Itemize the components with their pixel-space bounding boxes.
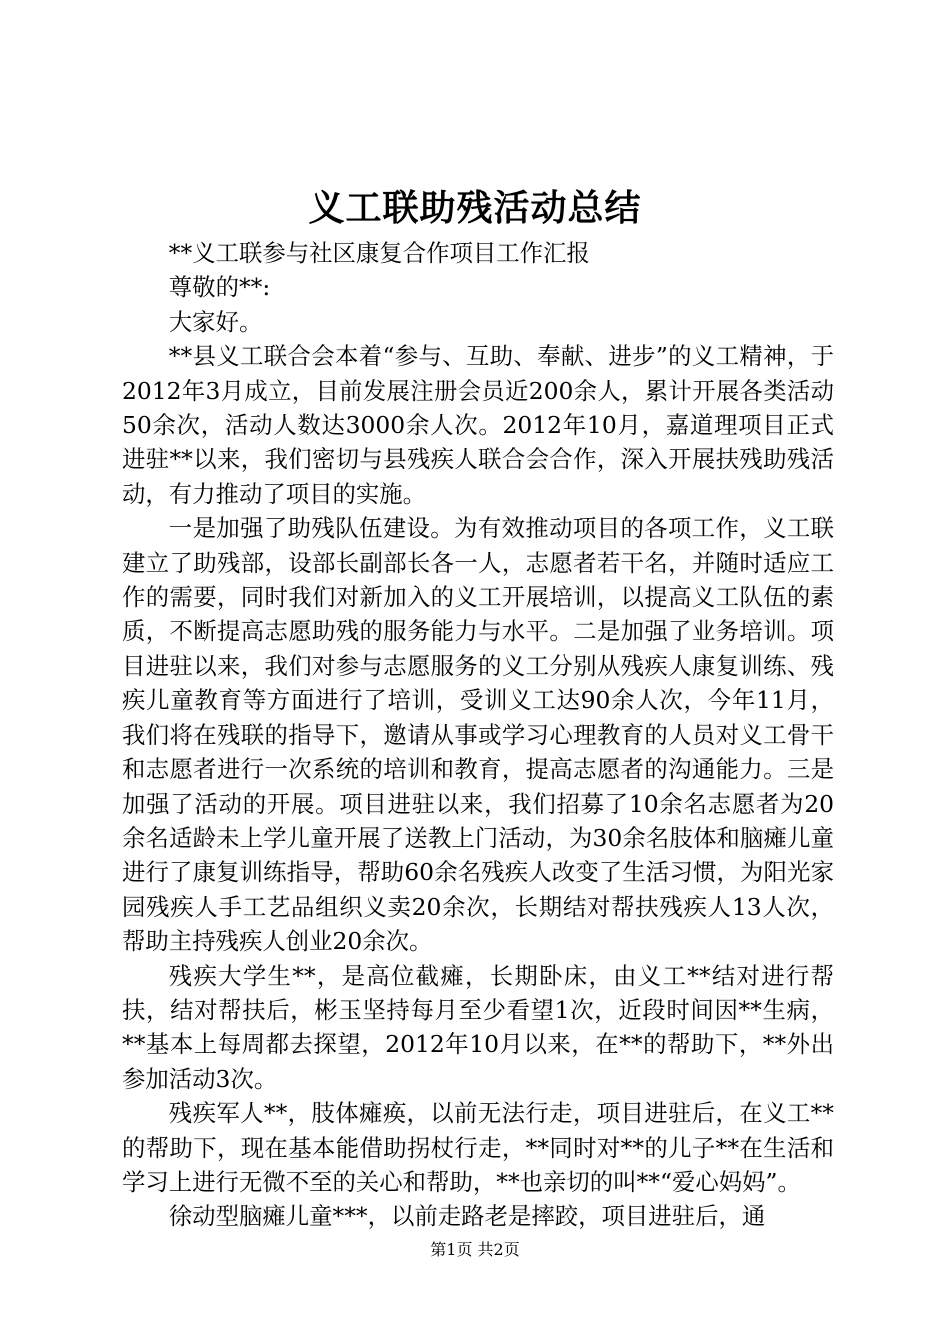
work-summary-paragraph: 一是加强了助残队伍建设。为有效推动项目的各项工作，义工联建立了助残部，设部长副部长各一人，志愿者若干名，并随时适应工作的需要，同时我们对新加入的义工开展培训，以提高义工队伍的素质，不断提高志愿助残的服务能力与水平。二是加强了业务培训。项目进驻以来，我们对参与志愿服务的义工分别从残疾人康复训练、残疾儿童教育等方面进行了培训，受训义工达90余人次，今年11月，我们将在残联的指导下，邀请从事或学习心理教育的人员对义工骨干和志愿者进行一次系统的培训和教育，提高志愿者的沟通能力。三是加强了活动的开展。项目进驻以来，我们招募了10余名志愿者为20余名适龄未上学儿童开展了送教上门活动，为30余名肢体和脑瘫儿童进行了康复训练指导，帮助60余名残疾人改变了生活习惯，为阳光家园残疾人手工艺品组织义卖20余次，长期结对帮扶残疾人13人次，帮助主持残疾人创业20余次。 [122, 514, 834, 956]
document-title: 义工联助残活动总结 [308, 187, 642, 229]
case-student-paragraph: 残疾大学生**，是高位截瘫，长期卧床，由义工**结对进行帮扶，结对帮扶后，彬玉坚持每月至少看望1次，近段时间因**生病，**基本上每周都去探望，2012年10月以来，在**的帮助下，**外出参加活动3次。 [122, 961, 834, 1093]
page-footer: 第1页 共2页 [430, 1240, 520, 1259]
salutation-paragraph: 尊敬的**: [168, 273, 271, 302]
greeting-paragraph: 大家好。 [168, 307, 263, 336]
case-child-paragraph: 徐动型脑瘫儿童***，以前走路老是摔跤，项目进驻后，通 [168, 1202, 766, 1231]
report-subtitle-paragraph: **义工联参与社区康复合作项目工作汇报 [168, 239, 590, 267]
introduction-paragraph: **县义工联合会本着“参与、互助、奉献、进步”的义工精神，于2012年3月成立，目前发展注册会员近200余人，累计开展各类活动50余次，活动人数达3000余人次。2012年10月，嘉道理项目正式进驻**以来，我们密切与县残疾人联合会合作，深入开展扶残助残活动，有力推动了项目的实施。 [122, 342, 834, 508]
document-body [122, 236, 834, 1234]
case-veteran-paragraph: 残疾军人**，肢体瘫痪，以前无法行走，项目进驻后，在义工**的帮助下，现在基本能借助拐杖行走，**同时对**的儿子**在生活和学习上进行无微不至的关心和帮助，**也亲切的叫**“爱心妈妈”。 [122, 1099, 834, 1196]
